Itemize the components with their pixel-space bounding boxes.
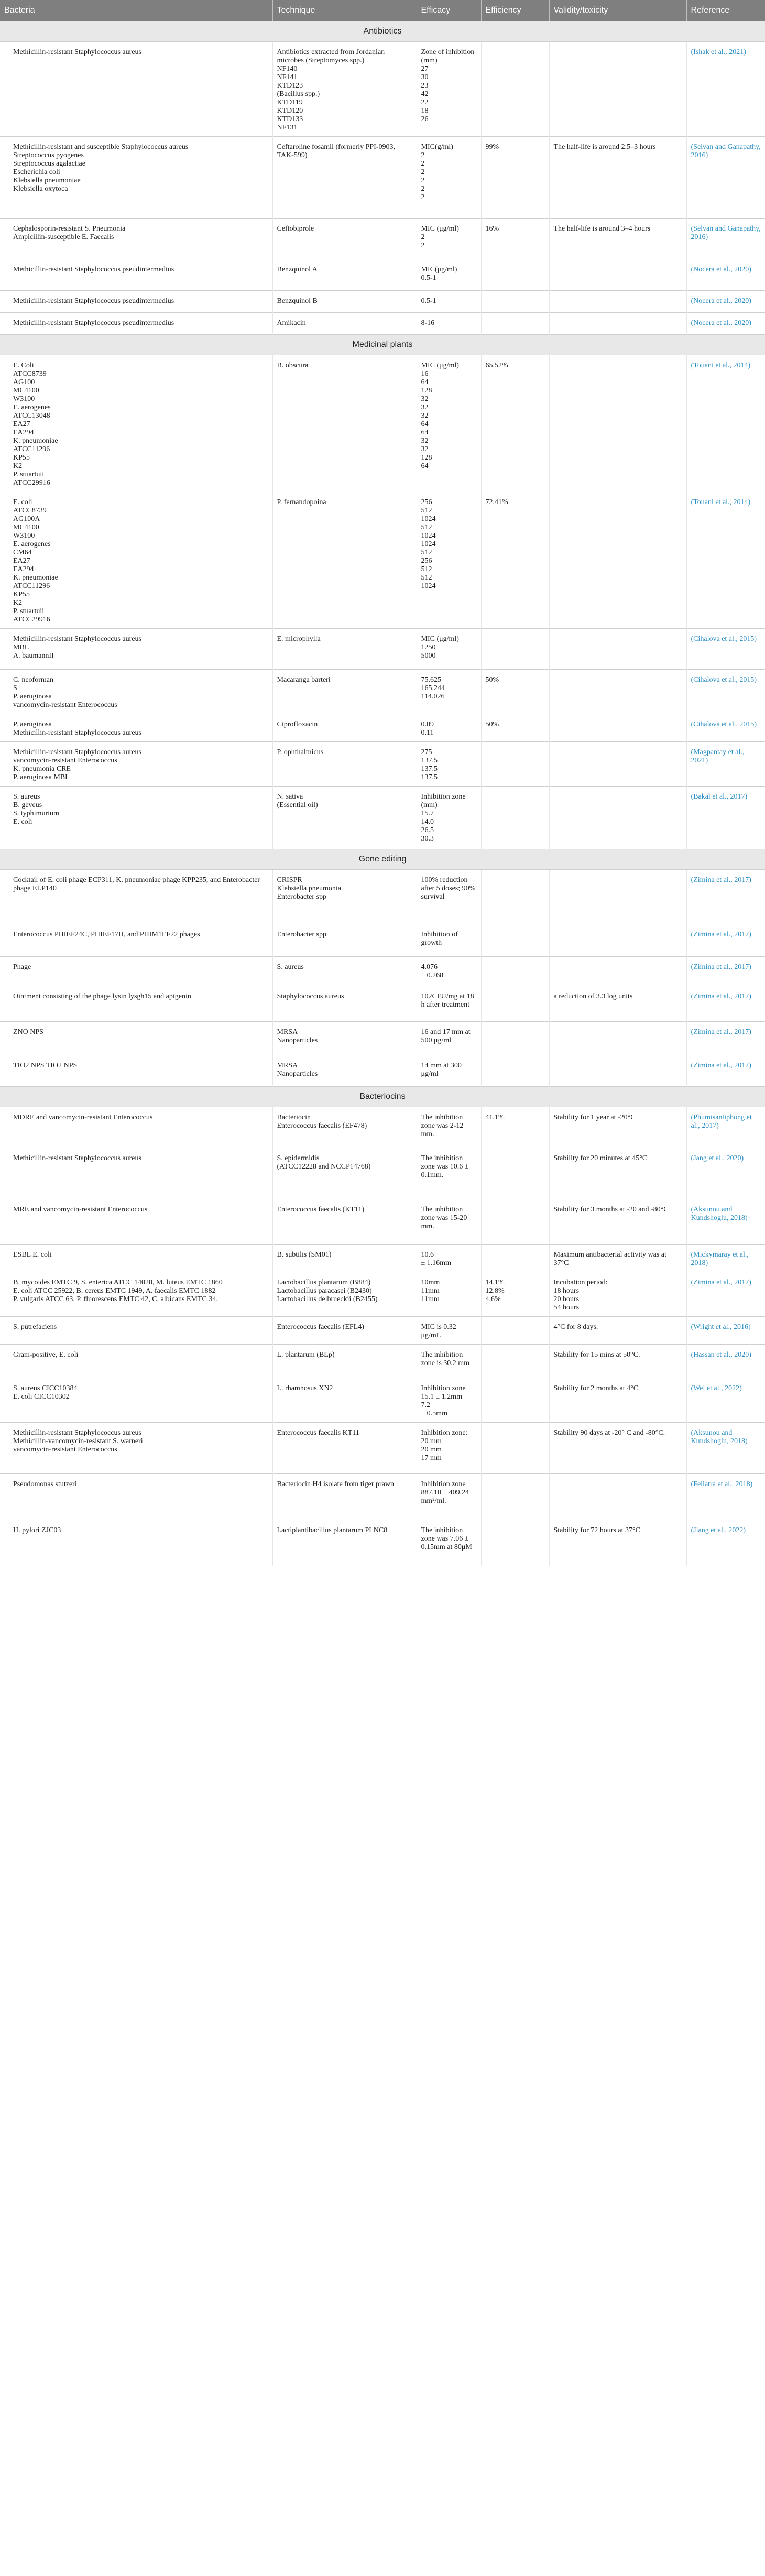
cell-bacteria: S. aureus CICC10384 E. coli CICC10302 [0, 1378, 272, 1423]
cell-technique: L. plantarum (BLp) [272, 1345, 417, 1378]
cell-technique: Lactiplantibacillus plantarum PLNC8 [272, 1520, 417, 1566]
cell-validity-toxicity [549, 787, 686, 849]
table-row [0, 313, 765, 335]
cell-bacteria: MRE and vancomycin-resistant Enterococcus [0, 1199, 272, 1245]
cell-bacteria: Cocktail of E. coli phage ECP311, K. pneumoniae phage KPP235, and Enterobacter phage ELP140 [0, 870, 272, 924]
cell-bacteria: Cephalosporin-resistant S. Pneumonia Ampicillin-susceptible E. Faecalis [0, 219, 272, 259]
cell-efficiency: 99% [481, 137, 549, 219]
cell-reference[interactable]: (Hassan et al., 2020) [686, 1345, 765, 1378]
cell-efficiency [481, 957, 549, 986]
cell-reference[interactable]: (Feliatra et al., 2018) [686, 1474, 765, 1520]
cell-efficacy: Inhibition zone 15.1 ± 1.2mm 7.2 ± 0.5mm [417, 1378, 481, 1423]
cell-reference[interactable]: (Nocera et al., 2020) [686, 291, 765, 313]
table-row [0, 1378, 765, 1423]
cell-validity-toxicity [549, 291, 686, 313]
section-title: Bacteriocins [0, 1087, 765, 1107]
cell-efficiency [481, 1378, 549, 1423]
cell-technique: Staphylococcus aureus [272, 986, 417, 1022]
cell-technique: CRISPR Klebsiella pneumonia Enterobacter spp [272, 870, 417, 924]
cell-reference[interactable]: (Zimina et al., 2017) [686, 957, 765, 986]
cell-efficiency [481, 1199, 549, 1245]
table-row [0, 714, 765, 742]
cell-efficiency [481, 42, 549, 137]
cell-efficacy: The inhibition zone was 15-20 mm. [417, 1199, 481, 1245]
table-row [0, 137, 765, 219]
table-row [0, 957, 765, 986]
table-row [0, 42, 765, 137]
cell-technique: Amikacin [272, 313, 417, 335]
cell-efficiency [481, 259, 549, 291]
table-row [0, 492, 765, 629]
cell-reference[interactable]: (Ishak et al., 2021) [686, 42, 765, 137]
table-row [0, 870, 765, 924]
cell-efficacy: The inhibition zone was 2-12 mm. [417, 1107, 481, 1148]
section-title: Medicinal plants [0, 335, 765, 355]
cell-efficiency [481, 1022, 549, 1055]
cell-reference[interactable]: (Magpantay et al., 2021) [686, 742, 765, 787]
cell-efficiency: 72.41% [481, 492, 549, 629]
cell-reference[interactable]: (Wright et al., 2016) [686, 1317, 765, 1345]
cell-reference[interactable]: (Nocera et al., 2020) [686, 313, 765, 335]
header-efficacy: Efficacy [417, 0, 481, 21]
header-reference: Reference [686, 0, 765, 21]
cell-efficacy: 102CFU/mg at 18 h after treatment [417, 986, 481, 1022]
table-row [0, 1107, 765, 1148]
table-row [0, 742, 765, 787]
cell-technique: Ceftobiprole [272, 219, 417, 259]
cell-technique: MRSA Nanoparticles [272, 1055, 417, 1087]
cell-validity-toxicity [549, 355, 686, 492]
cell-bacteria: E. Coli ATCC8739 AG100 MC4100 W3100 E. aerogenes ATCC13048 EA27 EA294 K. pneumoniae ATCC11296 KP55 K2 P. stuartuii ATCC29916 [0, 355, 272, 492]
cell-validity-toxicity: a reduction of 3.3 log units [549, 986, 686, 1022]
cell-efficiency [481, 1474, 549, 1520]
table-row [0, 670, 765, 714]
cell-efficacy: 16 and 17 mm at 500 μg/ml [417, 1022, 481, 1055]
cell-bacteria: MDRE and vancomycin-resistant Enterococcus [0, 1107, 272, 1148]
cell-efficiency [481, 1520, 549, 1566]
cell-reference[interactable]: (Cihalova et al., 2015) [686, 629, 765, 670]
table-row [0, 1520, 765, 1566]
cell-technique: Benzquinol A [272, 259, 417, 291]
header-technique: Technique [272, 0, 417, 21]
table-row [0, 1148, 765, 1199]
cell-efficacy: Inhibition of growth [417, 924, 481, 957]
cell-validity-toxicity [549, 714, 686, 742]
cell-bacteria: Phage [0, 957, 272, 986]
table-row [0, 1272, 765, 1317]
cell-efficacy: MIC is 0.32 μg/mL [417, 1317, 481, 1345]
cell-reference[interactable]: (Mickymaray et al., 2018) [686, 1245, 765, 1272]
cell-technique: Lactobacillus plantarum (B884) Lactobacillus paracasei (B2430) Lactobacillus delbrueckii (B2455) [272, 1272, 417, 1317]
cell-bacteria: Methicillin-resistant Staphylococcus aureus [0, 42, 272, 137]
cell-technique: Antibiotics extracted from Jordanian microbes (Streptomyces spp.) NF140 NF141 KTD123 (Bacillus spp.) KTD119 KTD120 KTD133 NF131 [272, 42, 417, 137]
cell-reference[interactable]: (Aksunou and Kundshoglu, 2018) [686, 1423, 765, 1474]
cell-efficacy: The inhibition zone was 7.06 ± 0.15mm at 80μM [417, 1520, 481, 1566]
table-row [0, 787, 765, 849]
cell-efficacy: The inhibition zone is 30.2 mm [417, 1345, 481, 1378]
cell-efficacy: 256 512 1024 512 1024 1024 512 256 512 512 1024 [417, 492, 481, 629]
cell-efficacy: 4.076 ± 0.268 [417, 957, 481, 986]
cell-efficacy: The inhibition zone was 10.6 ± 0.1mm. [417, 1148, 481, 1199]
cell-efficiency: 65.52% [481, 355, 549, 492]
cell-reference[interactable]: (Jang et al., 2020) [686, 1148, 765, 1199]
cell-bacteria: Methicillin-resistant Staphylococcus aureus vancomycin-resistant Enterococcus K. pneumonia CRE P. aeruginosa MBL [0, 742, 272, 787]
cell-reference[interactable]: (Zimina et al., 2017) [686, 870, 765, 924]
cell-validity-toxicity [549, 957, 686, 986]
cell-efficiency [481, 1148, 549, 1199]
table-row [0, 924, 765, 957]
cell-bacteria: S. aureus B. geveus S. typhimurium E. coli [0, 787, 272, 849]
cell-efficiency: 50% [481, 714, 549, 742]
cell-efficiency [481, 1423, 549, 1474]
header-validity-toxicity: Validity/toxicity [549, 0, 686, 21]
cell-reference[interactable]: (Aksunou and Kundshoglu, 2018) [686, 1199, 765, 1245]
cell-reference[interactable]: (Touani et al., 2014) [686, 492, 765, 629]
cell-technique: Enterococcus faecalis (KT11) [272, 1199, 417, 1245]
cell-efficacy: MIC (μg/ml) 16 64 128 32 32 32 64 64 32 32 128 64 [417, 355, 481, 492]
cell-bacteria: P. aeruginosa Methicillin-resistant Staphylococcus aureus [0, 714, 272, 742]
cell-reference[interactable]: (Cihalova et al., 2015) [686, 714, 765, 742]
cell-efficiency [481, 986, 549, 1022]
cell-efficacy: 75.625 165.244 114.026 [417, 670, 481, 714]
cell-bacteria: E. coli ATCC8739 AG100A MC4100 W3100 E. aerogenes CM64 EA27 EA294 K. pneumoniae ATCC11296 KP55 K2 P. stuartuii ATCC29916 [0, 492, 272, 629]
table-row [0, 291, 765, 313]
cell-bacteria: S. putrefaciens [0, 1317, 272, 1345]
cell-reference[interactable]: (Zimina et al., 2017) [686, 924, 765, 957]
cell-technique: B. obscura [272, 355, 417, 492]
section-row [0, 849, 765, 870]
cell-efficacy: 8-16 [417, 313, 481, 335]
cell-validity-toxicity [549, 870, 686, 924]
cell-bacteria: Methicillin-resistant Staphylococcus pseudintermedius [0, 313, 272, 335]
cell-validity-toxicity [549, 924, 686, 957]
cell-validity-toxicity: Stability for 3 months at -20 and -80°C [549, 1199, 686, 1245]
cell-efficacy: MIC(g/ml) 2 2 2 2 2 2 [417, 137, 481, 219]
table-row [0, 1423, 765, 1474]
cell-efficiency: 14.1% 12.8% 4.6% [481, 1272, 549, 1317]
cell-efficiency [481, 313, 549, 335]
cell-reference[interactable]: (Nocera et al., 2020) [686, 259, 765, 291]
cell-bacteria: Pseudomonas stutzeri [0, 1474, 272, 1520]
cell-technique: Benzquinol B [272, 291, 417, 313]
cell-efficiency [481, 742, 549, 787]
cell-efficiency: 41.1% [481, 1107, 549, 1148]
cell-efficiency [481, 1055, 549, 1087]
cell-efficacy: 14 mm at 300 μg/ml [417, 1055, 481, 1087]
table-row [0, 629, 765, 670]
cell-bacteria: Gram-positive, E. coli [0, 1345, 272, 1378]
cell-efficiency [481, 291, 549, 313]
cell-technique: Bacteriocin Enterococcus faecalis (EF478) [272, 1107, 417, 1148]
cell-reference[interactable]: (Zimina et al., 2017) [686, 1272, 765, 1317]
cell-technique: P. fernandopoina [272, 492, 417, 629]
section-title: Gene editing [0, 849, 765, 870]
cell-validity-toxicity: Incubation period: 18 hours 20 hours 54 hours [549, 1272, 686, 1317]
cell-technique: S. epidermidis (ATCC12228 and NCCP14768) [272, 1148, 417, 1199]
cell-validity-toxicity: Maximum antibacterial activity was at 37°C [549, 1245, 686, 1272]
table-body [0, 21, 765, 1566]
table-row [0, 986, 765, 1022]
cell-validity-toxicity [549, 742, 686, 787]
cell-efficacy: Inhibition zone (mm) 15.7 14.0 26.5 30.3 [417, 787, 481, 849]
cell-validity-toxicity [549, 670, 686, 714]
cell-reference[interactable]: (Touani et al., 2014) [686, 355, 765, 492]
section-row [0, 21, 765, 42]
cell-efficiency [481, 787, 549, 849]
cell-efficacy: 0.09 0.11 [417, 714, 481, 742]
header-bacteria: Bacteria [0, 0, 272, 21]
table-row [0, 355, 765, 492]
cell-efficacy: 0.5-1 [417, 291, 481, 313]
cell-technique: Ciprofloxacin [272, 714, 417, 742]
cell-validity-toxicity: The half-life is around 3–4 hours [549, 219, 686, 259]
cell-efficiency [481, 870, 549, 924]
header-efficiency: Efficiency [481, 0, 549, 21]
cell-technique: Enterobacter spp [272, 924, 417, 957]
cell-reference[interactable]: (Selvan and Ganapathy, 2016) [686, 137, 765, 219]
cell-efficacy: Inhibition zone: 20 mm 20 mm 17 mm [417, 1423, 481, 1474]
cell-efficacy: 10mm 11mm 11mm [417, 1272, 481, 1317]
section-title: Antibiotics [0, 21, 765, 42]
table-row [0, 1474, 765, 1520]
cell-technique: N. sativa (Essential oil) [272, 787, 417, 849]
cell-validity-toxicity [549, 313, 686, 335]
table-row [0, 1022, 765, 1055]
cell-validity-toxicity [549, 629, 686, 670]
cell-validity-toxicity [549, 1055, 686, 1087]
cell-efficacy: 10.6 ± 1.16mm [417, 1245, 481, 1272]
cell-efficiency [481, 1245, 549, 1272]
cell-technique: Enterococcus faecalis KT11 [272, 1423, 417, 1474]
section-row [0, 335, 765, 355]
cell-efficacy: 100% reduction after 5 doses; 90% survival [417, 870, 481, 924]
cell-reference[interactable]: (Wei et al., 2022) [686, 1378, 765, 1423]
cell-bacteria: Methicillin-resistant Staphylococcus pseudintermedius [0, 259, 272, 291]
cell-efficiency [481, 1345, 549, 1378]
table-header-row [0, 0, 765, 21]
cell-efficiency [481, 1317, 549, 1345]
cell-validity-toxicity: 4°C for 8 days. [549, 1317, 686, 1345]
cell-validity-toxicity [549, 259, 686, 291]
cell-bacteria: Methicillin-resistant Staphylococcus aureus MBL A. baumannII [0, 629, 272, 670]
table-row [0, 219, 765, 259]
cell-technique: L. rhamnosus XN2 [272, 1378, 417, 1423]
table-row [0, 1245, 765, 1272]
cell-validity-toxicity: The half-life is around 2.5–3 hours [549, 137, 686, 219]
cell-reference[interactable]: (Zimina et al., 2017) [686, 1055, 765, 1087]
cell-validity-toxicity: Stability for 1 year at -20°C [549, 1107, 686, 1148]
cell-reference[interactable]: (Zimina et al., 2017) [686, 986, 765, 1022]
cell-bacteria: Ointment consisting of the phage lysin lysgh15 and apigenin [0, 986, 272, 1022]
cell-technique: Bacteriocin H4 isolate from tiger prawn [272, 1474, 417, 1520]
cell-efficacy: Inhibition zone 887.10 ± 409.24 mm²/ml. [417, 1474, 481, 1520]
cell-validity-toxicity [549, 1474, 686, 1520]
cell-bacteria: Methicillin-resistant Staphylococcus pseudintermedius [0, 291, 272, 313]
cell-validity-toxicity [549, 1022, 686, 1055]
cell-bacteria: Methicillin-resistant Staphylococcus aureus Methicillin-vancomycin-resistant S. warneri vancomycin-resistant Enterococcus [0, 1423, 272, 1474]
cell-validity-toxicity: Stability 90 days at -20° C and -80°C. [549, 1423, 686, 1474]
cell-validity-toxicity: Stability for 72 hours at 37°C [549, 1520, 686, 1566]
cell-validity-toxicity: Stability for 20 minutes at 45°C [549, 1148, 686, 1199]
cell-technique: Enterococcus faecalis (EFL4) [272, 1317, 417, 1345]
cell-bacteria: B. mycoides EMTC 9, S. enterica ATCC 14028, M. luteus EMTC 1860 E. coli ATCC 25922, B. cereus EMTC 1949, A. faecalis EMTC 1882 P. vulgaris ATCC 63, P. fluorescens EMTC 42, C. albicans EMTC 34. [0, 1272, 272, 1317]
table-row [0, 1317, 765, 1345]
cell-technique: E. microphylla [272, 629, 417, 670]
table-row [0, 259, 765, 291]
table-row [0, 1345, 765, 1378]
cell-efficiency [481, 629, 549, 670]
table-row [0, 1055, 765, 1087]
cell-validity-toxicity [549, 42, 686, 137]
cell-efficiency: 16% [481, 219, 549, 259]
cell-bacteria: C. neoforman S P. aeruginosa vancomycin-resistant Enterococcus [0, 670, 272, 714]
cell-bacteria: TIO2 NPS TIO2 NPS [0, 1055, 272, 1087]
cell-efficacy: MIC(μg/ml) 0.5-1 [417, 259, 481, 291]
cell-reference[interactable]: (Cihalova et al., 2015) [686, 670, 765, 714]
cell-efficacy: Zone of inhibition (mm) 27 30 23 42 22 18 26 [417, 42, 481, 137]
table-row [0, 1199, 765, 1245]
cell-technique: S. aureus [272, 957, 417, 986]
cell-validity-toxicity: Stability for 2 months at 4°C [549, 1378, 686, 1423]
cell-technique: MRSA Nanoparticles [272, 1022, 417, 1055]
cell-technique: B. subtilis (SM01) [272, 1245, 417, 1272]
cell-validity-toxicity [549, 492, 686, 629]
cell-efficacy: 275 137.5 137.5 137.5 [417, 742, 481, 787]
cell-reference[interactable]: (Bakal et al., 2017) [686, 787, 765, 849]
cell-efficiency: 50% [481, 670, 549, 714]
cell-efficacy: MIC (μg/ml) 1250 5000 [417, 629, 481, 670]
cell-reference[interactable]: (Jiang et al., 2022) [686, 1520, 765, 1566]
cell-efficiency [481, 924, 549, 957]
section-row [0, 1087, 765, 1107]
cell-efficacy: MIC (μg/ml) 2 2 [417, 219, 481, 259]
cell-technique: P. ophthalmicus [272, 742, 417, 787]
cell-technique: Macaranga barteri [272, 670, 417, 714]
cell-bacteria: Enterococcus PHIEF24C, PHIEF17H, and PHIM1EF22 phages [0, 924, 272, 957]
cell-bacteria: H. pylori ZJC03 [0, 1520, 272, 1566]
cell-bacteria: Methicillin-resistant Staphylococcus aureus [0, 1148, 272, 1199]
cell-bacteria: ZNO NPS [0, 1022, 272, 1055]
cell-reference[interactable]: (Zimina et al., 2017) [686, 1022, 765, 1055]
cell-validity-toxicity: Stability for 15 mins at 50°C. [549, 1345, 686, 1378]
cell-technique: Ceftaroline fosamil (formerly PPI-0903, TAK-599) [272, 137, 417, 219]
cell-reference[interactable]: (Phumisantiphong et al., 2017) [686, 1107, 765, 1148]
cell-bacteria: ESBL E. coli [0, 1245, 272, 1272]
cell-bacteria: Methicillin-resistant and susceptible Staphylococcus aureus Streptococcus pyogenes Streptococcus agalactiae Escherichia coli Klebsiella pneumoniae Klebsiella oxytoca [0, 137, 272, 219]
cell-reference[interactable]: (Selvan and Ganapathy, 2016) [686, 219, 765, 259]
